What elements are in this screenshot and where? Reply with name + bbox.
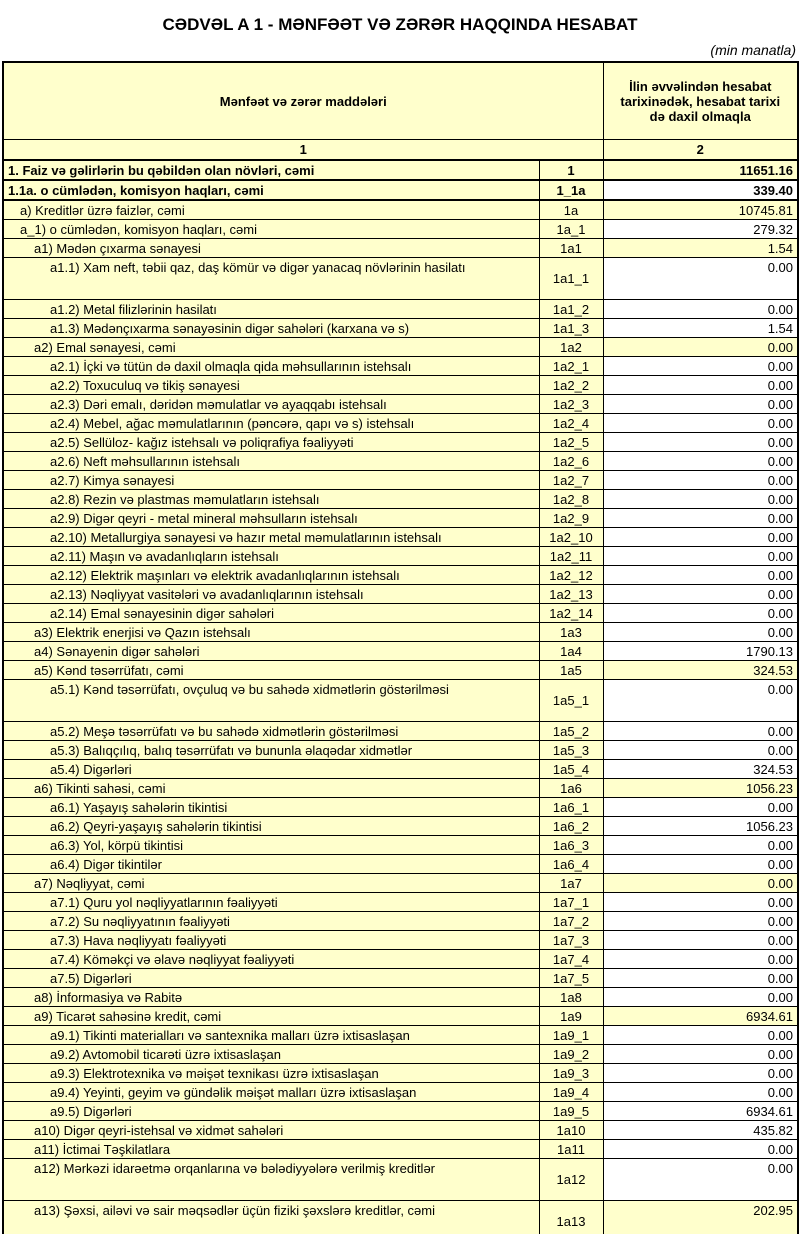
row-code: 1a5_4 (539, 760, 603, 779)
table-row (3, 258, 798, 300)
table-row (3, 988, 798, 1007)
table-row (3, 566, 798, 585)
row-label: a6.4) Digər tikintilər (3, 855, 539, 874)
table-row (3, 239, 798, 258)
row-label: a4) Sənayenin digər sahələri (3, 642, 539, 661)
row-value[interactable]: 435.82 (603, 1121, 798, 1140)
row-label: a9.1) Tikinti materialları və santexnika malları üzrə ixtisaslaşan (3, 1026, 539, 1045)
row-value[interactable]: 0.00 (603, 528, 798, 547)
header-items-label: Mənfəət və zərər maddələri (3, 62, 603, 140)
row-label: a2.11) Maşın və avadanlıqların istehsalı (3, 547, 539, 566)
row-value[interactable]: 0.00 (603, 452, 798, 471)
table-row (3, 661, 798, 680)
row-value[interactable]: 0.00 (603, 604, 798, 623)
row-label: a2.10) Metallurgiya sənayesi və hazır metal məmulatlarının istehsalı (3, 528, 539, 547)
row-code: 1a2_10 (539, 528, 603, 547)
row-label: a) Kreditlər üzrə faizlər, cəmi (3, 200, 539, 220)
row-value[interactable]: 0.00 (603, 893, 798, 912)
row-label: 1.1a. o cümlədən, komisyon haqları, cəmi (3, 180, 539, 200)
row-value[interactable]: 0.00 (603, 1045, 798, 1064)
row-code: 1 (539, 160, 603, 180)
row-code: 1a13 (539, 1201, 603, 1234)
row-label: a7) Nəqliyyat, cəmi (3, 874, 539, 893)
table-row (3, 855, 798, 874)
row-label: a2.9) Digər qeyri - metal mineral məhsulların istehsalı (3, 509, 539, 528)
table-row (3, 509, 798, 528)
table-row (3, 452, 798, 471)
row-label: a3) Elektrik enerjisi və Qazın istehsalı (3, 623, 539, 642)
row-label: a8) İnformasiya və Rabitə (3, 988, 539, 1007)
row-label: a6.2) Qeyri-yaşayış sahələrin tikintisi (3, 817, 539, 836)
column-number-1: 1 (3, 140, 603, 161)
table-row (3, 969, 798, 988)
row-label: a9) Ticarət sahəsinə kredit, cəmi (3, 1007, 539, 1026)
row-value[interactable]: 0.00 (603, 509, 798, 528)
table-row (3, 547, 798, 566)
row-value[interactable]: 0.00 (603, 722, 798, 741)
table-row (3, 874, 798, 893)
row-code: 1a6_2 (539, 817, 603, 836)
row-value[interactable]: 0.00 (603, 490, 798, 509)
row-code: 1a2_4 (539, 414, 603, 433)
row-value[interactable]: 1790.13 (603, 642, 798, 661)
row-code: 1a6_3 (539, 836, 603, 855)
row-value[interactable]: 0.00 (603, 1140, 798, 1159)
row-code: 1a5_2 (539, 722, 603, 741)
row-label: a1.3) Mədənçıxarma sənayəsinin digər sahələri (karxana və s) (3, 319, 539, 338)
table-row (3, 912, 798, 931)
table-row (3, 1045, 798, 1064)
table-row (3, 471, 798, 490)
row-code: 1a7_2 (539, 912, 603, 931)
table-body (3, 160, 798, 1234)
table-row (3, 414, 798, 433)
row-code: 1a7_4 (539, 950, 603, 969)
row-label: a9.2) Avtomobil ticarəti üzrə ixtisaslaşan (3, 1045, 539, 1064)
table-row (3, 893, 798, 912)
row-code: 1a6 (539, 779, 603, 798)
row-label: a5.2) Meşə təsərrüfatı və bu sahədə xidmətlərin göstərilməsi (3, 722, 539, 741)
header-value-label: İlin əvvəlindən hesabat tarixinədək, hesabat tarixi də daxil olmaqla (603, 62, 798, 140)
row-code: 1a7_3 (539, 931, 603, 950)
table-row (3, 680, 798, 722)
row-code: 1a11 (539, 1140, 603, 1159)
row-value: 0.00 (603, 338, 798, 357)
row-code: 1a_1 (539, 220, 603, 239)
row-code: 1a4 (539, 642, 603, 661)
row-value: 1.54 (603, 239, 798, 258)
row-value[interactable]: 0.00 (603, 566, 798, 585)
table-row (3, 160, 798, 180)
row-label: a2.8) Rezin və plastmas məmulatların istehsalı (3, 490, 539, 509)
row-code: 1a7 (539, 874, 603, 893)
row-label: a5.3) Balıqçılıq, balıq təsərrüfatı və bununla əlaqədar xidmətlər (3, 741, 539, 760)
row-value[interactable]: 0.00 (603, 680, 798, 722)
table-row (3, 1121, 798, 1140)
table-row (3, 798, 798, 817)
row-label: a1.1) Xam neft, təbii qaz, daş kömür və digər yanacaq növlərinin hasilatı (3, 258, 539, 300)
row-code: 1a9_2 (539, 1045, 603, 1064)
table-row (3, 760, 798, 779)
table-header-row (3, 62, 798, 140)
table-row (3, 357, 798, 376)
table-row (3, 1064, 798, 1083)
table-row (3, 931, 798, 950)
row-value[interactable]: 0.00 (603, 258, 798, 300)
table-row (3, 300, 798, 319)
row-code: 1a6_1 (539, 798, 603, 817)
row-label: a9.3) Elektrotexnika və məişət texnikası üzrə ixtisaslaşan (3, 1064, 539, 1083)
row-code: 1a12 (539, 1159, 603, 1201)
table-row (3, 585, 798, 604)
row-value: 6934.61 (603, 1007, 798, 1026)
row-label: a2) Emal sənayesi, cəmi (3, 338, 539, 357)
row-value: 1056.23 (603, 779, 798, 798)
row-value: 0.00 (603, 874, 798, 893)
row-value[interactable]: 1056.23 (603, 817, 798, 836)
row-value[interactable]: 0.00 (603, 950, 798, 969)
row-label: a1) Mədən çıxarma sənayesi (3, 239, 539, 258)
row-label: a5) Kənd təsərrüfatı, cəmi (3, 661, 539, 680)
table-row (3, 642, 798, 661)
row-value: 10745.81 (603, 200, 798, 220)
row-label: a2.13) Nəqliyyat vasitələri və avadanlıqlarının istehsalı (3, 585, 539, 604)
row-label: a13) Şəxsi, ailəvi və sair məqsədlər üçün fiziki şəxslərə kreditlər, cəmi (3, 1201, 539, 1234)
table-row (3, 741, 798, 760)
row-value: 11651.16 (603, 160, 798, 180)
row-value[interactable]: 0.00 (603, 376, 798, 395)
unit-note: (min manatla) (710, 42, 796, 58)
row-code: 1a2_8 (539, 490, 603, 509)
table-row (3, 319, 798, 338)
table-row (3, 1007, 798, 1026)
row-label: a12) Mərkəzi idarəetmə orqanlarına və bələdiyyələrə verilmiş kreditlər (3, 1159, 539, 1201)
row-code: 1a2_11 (539, 547, 603, 566)
row-code: 1a9_3 (539, 1064, 603, 1083)
row-value[interactable]: 0.00 (603, 1026, 798, 1045)
table-row (3, 376, 798, 395)
row-code: 1a1 (539, 239, 603, 258)
table-row (3, 722, 798, 741)
row-label: a5.4) Digərləri (3, 760, 539, 779)
table-row (3, 1140, 798, 1159)
row-label: a6.3) Yol, körpü tikintisi (3, 836, 539, 855)
row-value[interactable]: 279.32 (603, 220, 798, 239)
row-value[interactable]: 0.00 (603, 741, 798, 760)
row-label: a2.12) Elektrik maşınları və elektrik avadanlıqlarının istehsalı (3, 566, 539, 585)
row-label: a2.6) Neft məhsullarının istehsalı (3, 452, 539, 471)
row-code: 1a (539, 200, 603, 220)
row-code: 1a2_7 (539, 471, 603, 490)
table-row (3, 950, 798, 969)
row-label: a5.1) Kənd təsərrüfatı, ovçuluq və bu sahədə xidmətlərin göstərilməsi (3, 680, 539, 722)
row-label: a7.5) Digərləri (3, 969, 539, 988)
row-code: 1a2_1 (539, 357, 603, 376)
row-code: 1a2_9 (539, 509, 603, 528)
row-label: a9.5) Digərləri (3, 1102, 539, 1121)
table-row (3, 604, 798, 623)
row-value: 202.95 (603, 1201, 798, 1234)
table-row (3, 836, 798, 855)
table-row (3, 528, 798, 547)
row-label: a11) İctimai Təşkilatlara (3, 1140, 539, 1159)
row-code: 1a9_1 (539, 1026, 603, 1045)
row-value[interactable]: 324.53 (603, 760, 798, 779)
row-value[interactable]: 339.40 (603, 180, 798, 200)
table-row (3, 1102, 798, 1121)
row-code: 1a1_2 (539, 300, 603, 319)
row-code: 1a2_2 (539, 376, 603, 395)
table-row (3, 180, 798, 200)
row-value[interactable]: 1.54 (603, 319, 798, 338)
row-code: 1_1a (539, 180, 603, 200)
column-number-2: 2 (603, 140, 798, 161)
row-value[interactable]: 0.00 (603, 931, 798, 950)
row-code: 1a2 (539, 338, 603, 357)
table-row (3, 200, 798, 220)
row-value[interactable]: 0.00 (603, 547, 798, 566)
row-label: a1.2) Metal filizlərinin hasilatı (3, 300, 539, 319)
row-value[interactable]: 0.00 (603, 414, 798, 433)
table-row (3, 395, 798, 414)
row-value[interactable]: 6934.61 (603, 1102, 798, 1121)
row-code: 1a2_13 (539, 585, 603, 604)
row-value[interactable]: 0.00 (603, 433, 798, 452)
row-code: 1a7_5 (539, 969, 603, 988)
row-code: 1a2_5 (539, 433, 603, 452)
row-value[interactable]: 0.00 (603, 1083, 798, 1102)
row-label: a7.2) Su nəqliyyatının fəaliyyəti (3, 912, 539, 931)
page-title: CƏDVƏL A 1 - MƏNFƏƏT VƏ ZƏRƏR HAQQINDA HESABAT (162, 15, 638, 34)
row-label: a7.1) Quru yol nəqliyyatlarının fəaliyyəti (3, 893, 539, 912)
row-code: 1a2_6 (539, 452, 603, 471)
row-value[interactable]: 0.00 (603, 585, 798, 604)
row-label: a2.3) Dəri emalı, dəridən məmulatlar və ayaqqabı istehsalı (3, 395, 539, 414)
table-row (3, 338, 798, 357)
table-row (3, 1083, 798, 1102)
row-value[interactable]: 0.00 (603, 357, 798, 376)
row-code: 1a1_1 (539, 258, 603, 300)
row-label: a_1) o cümlədən, komisyon haqları, cəmi (3, 220, 539, 239)
row-code: 1a7_1 (539, 893, 603, 912)
row-value[interactable]: 0.00 (603, 300, 798, 319)
row-code: 1a2_3 (539, 395, 603, 414)
row-label: a7.4) Köməkçi və əlavə nəqliyyat fəaliyyəti (3, 950, 539, 969)
row-label: a2.2) Toxuculuq və tikiş sənayesi (3, 376, 539, 395)
row-label: a7.3) Hava nəqliyyatı fəaliyyəti (3, 931, 539, 950)
row-value[interactable]: 0.00 (603, 969, 798, 988)
row-code: 1a10 (539, 1121, 603, 1140)
table-row (3, 490, 798, 509)
row-code: 1a5 (539, 661, 603, 680)
row-value[interactable]: 0.00 (603, 836, 798, 855)
row-label: a2.7) Kimya sənayesi (3, 471, 539, 490)
row-label: a9.4) Yeyinti, geyim və gündəlik məişət malları üzrə ixtisaslaşan (3, 1083, 539, 1102)
row-label: 1. Faiz və gəlirlərin bu qəbildən olan növləri, cəmi (3, 160, 539, 180)
row-label: a2.5) Sellüloz- kağız istehsalı və poliqrafiya fəaliyyəti (3, 433, 539, 452)
row-label: a2.1) İçki və tütün də daxil olmaqla qida məhsullarının istehsalı (3, 357, 539, 376)
table-row (3, 623, 798, 642)
table-row (3, 1159, 798, 1201)
row-label: a6.1) Yaşayış sahələrin tikintisi (3, 798, 539, 817)
row-code: 1a9_5 (539, 1102, 603, 1121)
row-code: 1a1_3 (539, 319, 603, 338)
row-code: 1a5_3 (539, 741, 603, 760)
row-label: a2.14) Emal sənayesinin digər sahələri (3, 604, 539, 623)
row-code: 1a2_14 (539, 604, 603, 623)
row-code: 1a6_4 (539, 855, 603, 874)
table-row (3, 779, 798, 798)
table-row (3, 1201, 798, 1234)
profit-loss-table (2, 61, 799, 1234)
row-code: 1a9 (539, 1007, 603, 1026)
table-row (3, 817, 798, 836)
row-value[interactable]: 0.00 (603, 1159, 798, 1201)
table-row (3, 433, 798, 452)
row-label: a10) Digər qeyri-istehsal və xidmət sahələri (3, 1121, 539, 1140)
row-code: 1a3 (539, 623, 603, 642)
row-value[interactable]: 0.00 (603, 855, 798, 874)
table-row (3, 220, 798, 239)
row-value[interactable]: 0.00 (603, 471, 798, 490)
row-value[interactable]: 0.00 (603, 798, 798, 817)
row-code: 1a8 (539, 988, 603, 1007)
row-value[interactable]: 0.00 (603, 395, 798, 414)
row-value[interactable]: 0.00 (603, 912, 798, 931)
row-code: 1a2_12 (539, 566, 603, 585)
row-code: 1a9_4 (539, 1083, 603, 1102)
row-value: 324.53 (603, 661, 798, 680)
column-number-row (3, 140, 798, 161)
table-row (3, 1026, 798, 1045)
row-label: a6) Tikinti sahəsi, cəmi (3, 779, 539, 798)
row-value[interactable]: 0.00 (603, 988, 798, 1007)
row-value[interactable]: 0.00 (603, 623, 798, 642)
row-value[interactable]: 0.00 (603, 1064, 798, 1083)
row-label: a2.4) Mebel, ağac məmulatlarının (pəncərə, qapı və s) istehsalı (3, 414, 539, 433)
row-code: 1a5_1 (539, 680, 603, 722)
